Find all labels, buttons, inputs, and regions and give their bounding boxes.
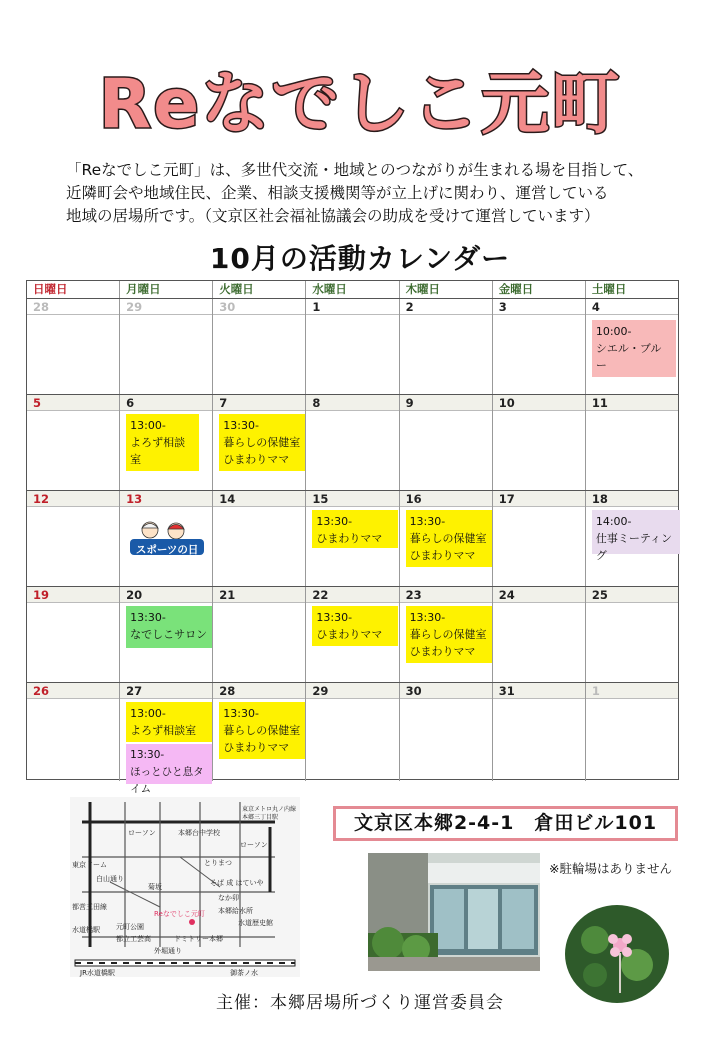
address-box: 文京区本郷2-4-1 倉田ビル101 bbox=[333, 806, 678, 841]
day-number: 19 bbox=[27, 587, 119, 603]
event-card[interactable] bbox=[592, 320, 676, 377]
map-label-jr: JR水道橋駅 bbox=[80, 969, 115, 977]
event-time: 13:30- bbox=[130, 611, 166, 624]
day-cell bbox=[120, 395, 213, 490]
day-number: 3 bbox=[493, 299, 585, 315]
day-cell bbox=[400, 491, 493, 586]
day-number: 22 bbox=[306, 587, 398, 603]
day-cell bbox=[306, 683, 399, 781]
event-time: 13:30- bbox=[409, 515, 446, 528]
event-card[interactable] bbox=[219, 702, 305, 759]
day-number: 30 bbox=[213, 299, 305, 315]
day-number: 7 bbox=[213, 395, 305, 411]
day-cell bbox=[400, 587, 493, 682]
logo-title: Reなでしこ元町 bbox=[98, 65, 622, 144]
day-number: 4 bbox=[586, 299, 678, 315]
day-cell bbox=[306, 587, 399, 682]
day-cell bbox=[27, 491, 120, 586]
day-number: 21 bbox=[213, 587, 305, 603]
day-cell bbox=[213, 299, 306, 394]
day-cell bbox=[400, 683, 493, 781]
map-label-hakusan: 白山通り bbox=[96, 875, 124, 883]
day-cell bbox=[493, 491, 586, 586]
day-cell bbox=[120, 299, 213, 394]
event-title: ひまわりママ bbox=[316, 628, 383, 641]
weekday-mon: 月曜日 bbox=[120, 281, 213, 298]
map-label-school: 本郷台中学校 bbox=[178, 829, 220, 837]
day-cell bbox=[586, 299, 678, 394]
weekday-tue: 火曜日 bbox=[213, 281, 306, 298]
event-title: よろず相談室 bbox=[130, 724, 197, 737]
event-title: ひまわりママ bbox=[223, 453, 290, 466]
day-cell bbox=[213, 395, 306, 490]
map-label-sotobori: 外堀通り bbox=[154, 947, 182, 955]
day-number: 13 bbox=[120, 491, 212, 507]
event-time: 13:30- bbox=[316, 515, 353, 528]
day-number: 26 bbox=[27, 683, 119, 699]
day-cell bbox=[493, 683, 586, 781]
event-title: 暮らしの保健室 bbox=[223, 724, 301, 737]
event-card[interactable] bbox=[126, 414, 199, 471]
weekday-wed: 水曜日 bbox=[306, 281, 399, 298]
day-number: 9 bbox=[400, 395, 492, 411]
day-number: 10 bbox=[493, 395, 585, 411]
map-label-nakamura: なか卯 bbox=[218, 894, 239, 902]
storefront-photo bbox=[368, 853, 540, 971]
event-time: 13:30- bbox=[409, 611, 446, 624]
map-label-ochanomizu: 御茶ノ水 bbox=[230, 969, 258, 977]
day-cell bbox=[586, 491, 678, 586]
map-label-station: 本郷三丁目駅 bbox=[242, 814, 279, 821]
day-cell bbox=[306, 491, 399, 586]
event-title: ひまわりママ bbox=[316, 532, 383, 545]
weekday-fri: 金曜日 bbox=[493, 281, 586, 298]
organizer-line: 主催：本郷居場所づくり運営委員会 bbox=[216, 993, 504, 1013]
day-cell bbox=[400, 299, 493, 394]
event-card[interactable] bbox=[126, 606, 212, 648]
week-row bbox=[27, 299, 678, 395]
day-cell bbox=[120, 587, 213, 682]
map-label-dome: 東京ドーム bbox=[72, 861, 107, 869]
day-cell bbox=[120, 683, 213, 795]
map-label-nadeshiko: Reなでしこ元町 bbox=[154, 910, 205, 918]
event-title: ほっとひと息タイム bbox=[130, 766, 204, 795]
day-cell bbox=[213, 587, 306, 682]
day-number: 2 bbox=[400, 299, 492, 315]
intro-line: 地域の居場所です。（文京区社会福祉協議会の助成を受けて運営しています） bbox=[66, 207, 600, 225]
map-label-soba: そば 成 はていや bbox=[210, 879, 264, 887]
day-cell bbox=[27, 587, 120, 682]
weekday-sat: 土曜日 bbox=[591, 282, 627, 296]
map-label-hongo: 本郷給水所 bbox=[218, 907, 253, 915]
calendar-title: 10月の活動カレンダー bbox=[209, 242, 511, 275]
day-cell bbox=[493, 395, 586, 490]
day-number: 28 bbox=[213, 683, 305, 699]
day-number: 14 bbox=[213, 491, 305, 507]
event-card[interactable] bbox=[312, 606, 398, 646]
event-card[interactable] bbox=[312, 510, 398, 548]
day-number: 18 bbox=[586, 491, 678, 507]
day-cell bbox=[27, 683, 120, 781]
map-label-kogei: 都立工芸高 bbox=[116, 935, 151, 943]
day-cell bbox=[27, 299, 120, 394]
weekday-sun: 日曜日 bbox=[27, 281, 120, 298]
day-cell bbox=[306, 299, 399, 394]
day-number: 30 bbox=[400, 683, 492, 699]
day-cell bbox=[120, 491, 213, 586]
map-label-motomachi: 元町公園 bbox=[116, 923, 144, 931]
day-number: 20 bbox=[120, 587, 212, 603]
map-label-dormy: ドミトリー本郷 bbox=[174, 935, 223, 943]
map-label-lawson2: ローソン bbox=[240, 841, 268, 849]
event-title: ひまわりママ bbox=[409, 549, 476, 562]
event-card[interactable] bbox=[592, 510, 680, 562]
day-number: 27 bbox=[120, 683, 212, 699]
map-label-kikusaka: 菊坂 bbox=[148, 883, 162, 891]
day-cell bbox=[586, 683, 678, 781]
event-title: 暮らしの保健室 bbox=[409, 532, 487, 545]
day-number: 16 bbox=[400, 491, 492, 507]
day-number: 31 bbox=[493, 683, 585, 699]
day-cell bbox=[493, 587, 586, 682]
parking-note: ※駐輪場はありません bbox=[549, 861, 672, 876]
intro-line: 「Reなでしこ元町」は、多世代交流・地域とのつながりが生まれる場を目指して、 bbox=[66, 161, 644, 179]
event-time: 14:00- bbox=[595, 515, 632, 528]
map-label-torimatsu: とりまつ bbox=[204, 859, 232, 867]
map-label-lawson: ローソン bbox=[128, 829, 156, 837]
day-cell bbox=[306, 395, 399, 490]
event-time: 13:00- bbox=[130, 707, 166, 720]
map-label-metro: 東京メトロ丸ノ内線 bbox=[242, 806, 297, 813]
day-number: 12 bbox=[27, 491, 119, 507]
day-number: 8 bbox=[306, 395, 398, 411]
day-cell bbox=[27, 395, 120, 490]
sports-day-label: スポーツの日 bbox=[135, 544, 199, 556]
day-cell bbox=[586, 587, 678, 682]
event-time: 10:00- bbox=[595, 325, 632, 338]
week-row bbox=[27, 491, 678, 587]
event-title: ひまわりママ bbox=[223, 741, 290, 754]
event-title: 暮らしの保健室 bbox=[223, 436, 301, 449]
event-title: 仕事ミーティング bbox=[595, 532, 672, 562]
day-number: 1 bbox=[306, 299, 398, 315]
week-row bbox=[27, 683, 678, 795]
day-cell bbox=[493, 299, 586, 394]
event-time: 13:30- bbox=[223, 419, 259, 432]
day-number: 1 bbox=[586, 683, 678, 699]
event-title: よろず相談室 bbox=[130, 436, 186, 466]
event-title: ひまわりママ bbox=[409, 645, 476, 658]
event-time: 13:00- bbox=[130, 419, 166, 432]
event-card[interactable] bbox=[126, 744, 212, 795]
day-number: 17 bbox=[493, 491, 585, 507]
day-cell bbox=[213, 491, 306, 586]
weekday-thu: 木曜日 bbox=[400, 281, 493, 298]
map-label-suidobashi: 水道橋駅 bbox=[72, 926, 100, 934]
day-cell bbox=[213, 683, 306, 781]
event-card[interactable] bbox=[219, 414, 305, 471]
day-number: 23 bbox=[400, 587, 492, 603]
event-title: シエル・ブルー bbox=[595, 342, 662, 372]
intro-text bbox=[66, 159, 696, 228]
access-map bbox=[70, 797, 300, 977]
day-cell bbox=[586, 395, 678, 490]
day-number: 29 bbox=[306, 683, 398, 699]
map-label-toei: 都営三田線 bbox=[72, 903, 107, 911]
day-number: 25 bbox=[586, 587, 678, 603]
day-number: 15 bbox=[306, 491, 398, 507]
week-row bbox=[27, 587, 678, 683]
calendar bbox=[26, 280, 679, 795]
day-cell bbox=[400, 395, 493, 490]
day-number: 5 bbox=[27, 395, 119, 411]
event-title: なでしこサロン bbox=[130, 628, 208, 641]
event-card[interactable] bbox=[126, 702, 212, 742]
day-number: 6 bbox=[120, 395, 212, 411]
day-number: 28 bbox=[27, 299, 119, 315]
event-card[interactable] bbox=[406, 606, 492, 663]
day-number: 29 bbox=[120, 299, 212, 315]
day-number: 24 bbox=[493, 587, 585, 603]
day-number: 11 bbox=[586, 395, 678, 411]
intro-line: 近隣町会や地域住民、企業、相談支援機関等が立上げに関わり、運営している bbox=[66, 184, 609, 202]
event-time: 13:30- bbox=[130, 749, 165, 761]
map-label-suido: 水道歴史館 bbox=[238, 919, 273, 927]
week-row bbox=[27, 395, 678, 491]
event-card[interactable] bbox=[406, 510, 492, 567]
event-time: 13:30- bbox=[223, 707, 259, 720]
event-title: 暮らしの保健室 bbox=[409, 628, 487, 641]
weekday-header bbox=[27, 281, 678, 299]
event-time: 13:30- bbox=[316, 611, 353, 624]
